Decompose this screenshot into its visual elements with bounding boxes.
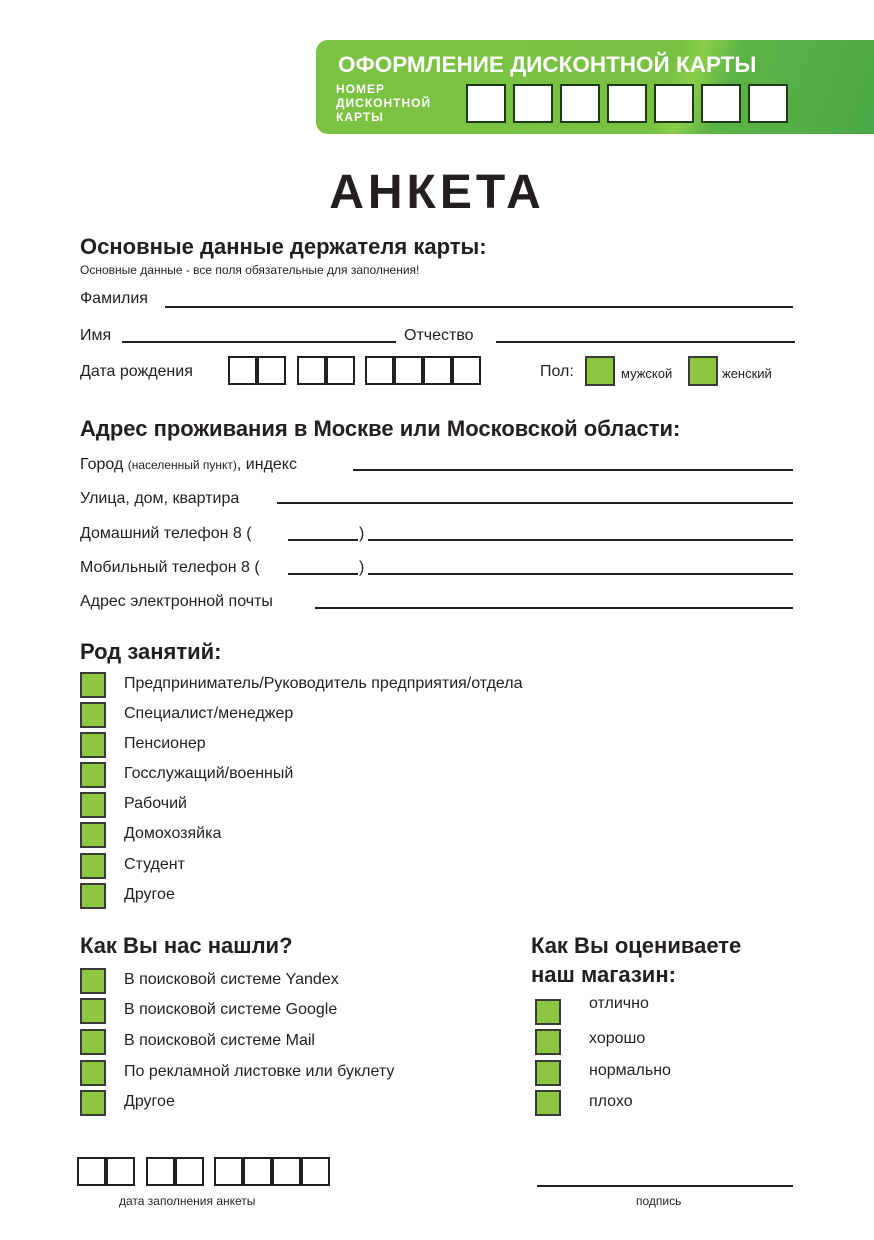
female-checkbox[interactable] xyxy=(688,356,718,386)
occupation-checkbox[interactable] xyxy=(80,732,106,758)
card-number-label: КАРТЫ xyxy=(336,110,384,124)
banner-title: ОФОРМЛЕНИЕ ДИСКОНТНОЙ КАРТЫ xyxy=(338,52,757,77)
source-checkbox[interactable] xyxy=(80,1090,106,1116)
mobile-phone-field[interactable] xyxy=(368,573,793,575)
source-label: В поисковой системе Google xyxy=(124,1001,338,1018)
occupation-heading: Род занятий: xyxy=(80,639,222,664)
source-checkbox[interactable] xyxy=(80,968,106,994)
email-label: Адрес электронной почты xyxy=(80,593,273,610)
occupation-checkbox[interactable] xyxy=(80,762,106,788)
female-label: женский xyxy=(722,366,772,381)
date-digit-box[interactable] xyxy=(257,356,286,385)
rating-checkbox[interactable] xyxy=(535,1029,561,1055)
source-label: В поисковой системе Mail xyxy=(124,1032,315,1049)
occupation-label: Студент xyxy=(124,856,185,873)
card-number-label: ДИСКОНТНОЙ xyxy=(336,96,432,110)
mobile-phone-label: Мобильный телефон 8 ( xyxy=(80,559,260,576)
patronymic-field[interactable] xyxy=(496,341,795,343)
occupation-label: Пенсионер xyxy=(124,735,206,752)
card-number-box[interactable] xyxy=(701,84,741,123)
source-label: В поисковой системе Yandex xyxy=(124,971,339,988)
city-field[interactable] xyxy=(353,469,793,471)
address-heading: Адрес проживания в Москве или Московской области: xyxy=(80,416,681,441)
date-digit-box[interactable] xyxy=(106,1157,135,1186)
card-number-box[interactable] xyxy=(466,84,506,123)
street-field[interactable] xyxy=(277,502,793,504)
card-number-box[interactable] xyxy=(748,84,788,123)
patronymic-label: Отчество xyxy=(404,327,474,344)
date-digit-box[interactable] xyxy=(452,356,481,385)
date-digit-box[interactable] xyxy=(175,1157,204,1186)
city-label xyxy=(80,456,297,474)
source-label: Другое xyxy=(124,1093,175,1110)
city-text: Город xyxy=(80,456,124,473)
card-number-box[interactable] xyxy=(607,84,647,123)
occupation-checkbox[interactable] xyxy=(80,672,106,698)
email-field[interactable] xyxy=(315,607,793,609)
date-digit-box[interactable] xyxy=(272,1157,301,1186)
male-checkbox[interactable] xyxy=(585,356,615,386)
card-number-box[interactable] xyxy=(654,84,694,123)
source-heading: Как Вы нас нашли? xyxy=(80,933,293,958)
date-digit-box[interactable] xyxy=(301,1157,330,1186)
mobile-phone-code-field[interactable] xyxy=(288,573,358,575)
name-field[interactable] xyxy=(122,341,396,343)
date-digit-box[interactable] xyxy=(365,356,394,385)
card-number-box[interactable] xyxy=(513,84,553,123)
rating-checkbox[interactable] xyxy=(535,999,561,1025)
occupation-label: Рабочий xyxy=(124,795,187,812)
occupation-checkbox[interactable] xyxy=(80,853,106,879)
occupation-checkbox[interactable] xyxy=(80,792,106,818)
rating-label: хорошо xyxy=(589,1030,646,1047)
street-label: Улица, дом, квартира xyxy=(80,490,240,507)
date-digit-box[interactable] xyxy=(214,1157,243,1186)
date-digit-box[interactable] xyxy=(423,356,452,385)
card-number-box[interactable] xyxy=(560,84,600,123)
occupation-checkbox[interactable] xyxy=(80,883,106,909)
rating-label: нормально xyxy=(589,1062,671,1079)
occupation-label: Другое xyxy=(124,886,175,903)
date-caption: дата заполнения анкеты xyxy=(119,1194,256,1208)
gender-label: Пол: xyxy=(540,363,574,380)
rating-label: отлично xyxy=(589,995,649,1012)
card-number-label: НОМЕР xyxy=(336,82,386,96)
home-phone-label: Домашний телефон 8 ( xyxy=(80,525,252,542)
date-digit-box[interactable] xyxy=(394,356,423,385)
form-title: АНКЕТА xyxy=(329,166,545,219)
rating-checkbox[interactable] xyxy=(535,1090,561,1116)
holder-note: Основные данные - все поля обязательные для заполнения! xyxy=(80,263,420,277)
city-suffix: , индекс xyxy=(236,456,297,473)
occupation-checkbox[interactable] xyxy=(80,702,106,728)
date-digit-box[interactable] xyxy=(228,356,257,385)
rating-heading-2: наш магазин: xyxy=(531,962,676,987)
occupation-label: Госслужащий/военный xyxy=(124,765,294,782)
signature-caption: подпись xyxy=(636,1194,682,1208)
name-label: Имя xyxy=(80,327,112,344)
date-digit-box[interactable] xyxy=(297,356,326,385)
source-label: По рекламной листовке или буклету xyxy=(124,1063,395,1080)
occupation-label: Предприниматель/Руководитель предприятия/отдела xyxy=(124,675,523,692)
paren: ) xyxy=(359,559,365,576)
male-label: мужской xyxy=(621,366,673,381)
paren: ) xyxy=(359,525,365,542)
header-banner xyxy=(316,40,874,134)
signature-field[interactable] xyxy=(537,1185,793,1187)
holder-heading: Основные данные держателя карты: xyxy=(80,234,487,259)
date-digit-box[interactable] xyxy=(326,356,355,385)
birthdate-label: Дата рождения xyxy=(80,363,193,380)
city-note: (населенный пункт) xyxy=(127,458,237,472)
date-digit-box[interactable] xyxy=(146,1157,175,1186)
date-digit-box[interactable] xyxy=(77,1157,106,1186)
source-checkbox[interactable] xyxy=(80,998,106,1024)
source-checkbox[interactable] xyxy=(80,1029,106,1055)
surname-label: Фамилия xyxy=(80,290,148,307)
source-checkbox[interactable] xyxy=(80,1060,106,1086)
occupation-label: Домохозяйка xyxy=(124,825,222,842)
home-phone-code-field[interactable] xyxy=(288,539,358,541)
occupation-label: Специалист/менеджер xyxy=(124,705,294,722)
home-phone-field[interactable] xyxy=(368,539,793,541)
surname-field[interactable] xyxy=(165,306,793,308)
date-digit-box[interactable] xyxy=(243,1157,272,1186)
rating-heading: Как Вы оцениваете xyxy=(531,933,742,958)
occupation-checkbox[interactable] xyxy=(80,822,106,848)
rating-checkbox[interactable] xyxy=(535,1060,561,1086)
rating-label: плохо xyxy=(589,1093,633,1110)
